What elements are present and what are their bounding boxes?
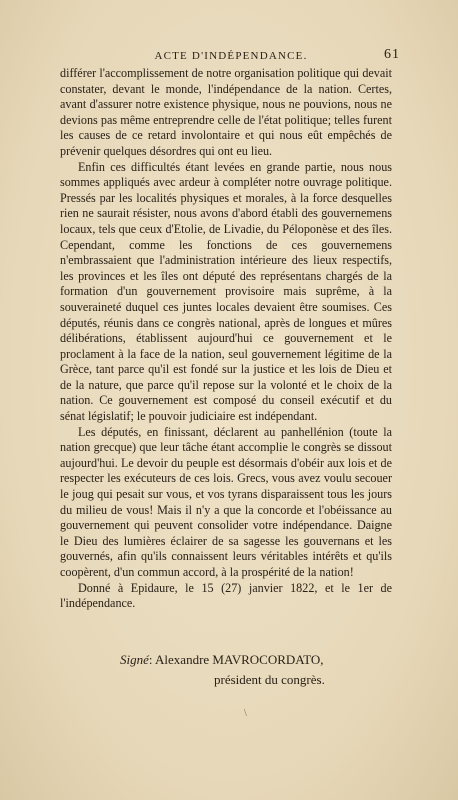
paragraph-1: différer l'accomplissement de notre organisation politique qui devait constater, devant le monde, l'indépendance de la nation. Certes, avant d'assurer notre existence physique, nous ne pouvions, nous ne devions pas même entreprendre celle de l'état politique; telles furent les causes de ce retard involontaire et qui nous eût empêchés de prévenir quelques désordres qui ont eu lieu. (60, 66, 392, 158)
signature-title: président du congrès. (214, 672, 325, 687)
running-head: ACTE D'INDÉPENDANCE. (154, 50, 308, 62)
paragraph-4: Donné à Epidaure, le 15 (27) janvier 1822, et le 1er de l'indépendance. (60, 580, 392, 611)
paragraph-2: Enfin ces difficultés étant levées en grande partie, nous nous sommes appliqués avec ardeur à compléter notre ouvrage politique. Pressés par les localités physiques et morales, à la force desquelles rien ne saurait résister, nous avons d'abord établi des gouvernemens locaux, tels que ceux d'Etolie, de Livadie, du Péloponèse et des îles. Cependant, comme les fonctions de ces gouvernemens n'embrassaient que l'administration intérieure des lieux respectifs, les provinces et les îles ont député des représentans chargés de la formation d'un gouvernement provisoire mais suprême, à la souveraineté duquel ces juntes locales devaient être soumises. Ces députés, réunis dans ce congrès national, après de longues et mûres délibérations, établissent aujourd'hui ce gouvernement et le proclament à la face de la nation, seul gouvernement légitime de la Grèce, tant parce qu'il est fondé sur la justice et les lois de Dieu et de la nature, que parce qu'il repose sur la volonté et le choix de la nation. Ce gouvernement est composé du conseil exécutif et du sénat législatif; le pouvoir judiciaire est indépendant. (60, 159, 392, 424)
signature-label: Signé (120, 652, 149, 667)
signature-name: : Alexandre MAVROCORDATO, (148, 652, 324, 667)
page-number: 61 (384, 47, 400, 62)
signature-line (120, 652, 324, 668)
footer-mark: \ (244, 708, 247, 719)
body-text (60, 66, 392, 612)
paragraph-3: Les députés, en finissant, déclarent au panhellénion (toute la nation grecque) que leur tâche étant accomplie le congrès se dissout aujourd'hui. Le devoir du peuple est désormais d'obéir aux lois et de respecter les exécuteurs de ces lois. Grecs, vous avez voulu secouer le joug qui pesait sur vous, et vos tyrans disparaissent tous les jours du milieu de vous! Mais il n'y a que la concorde et l'obéissance au gouvernement qui peuvent consolider votre indépendance. Daigne le Dieu des lumières éclairer de sa sagesse les gouvernans et les gouvernés, afin qu'ils connaissent leurs véritables intérêts et qu'ils coopèrent, d'un commun accord, à la prospérité de la nation! (60, 424, 392, 579)
